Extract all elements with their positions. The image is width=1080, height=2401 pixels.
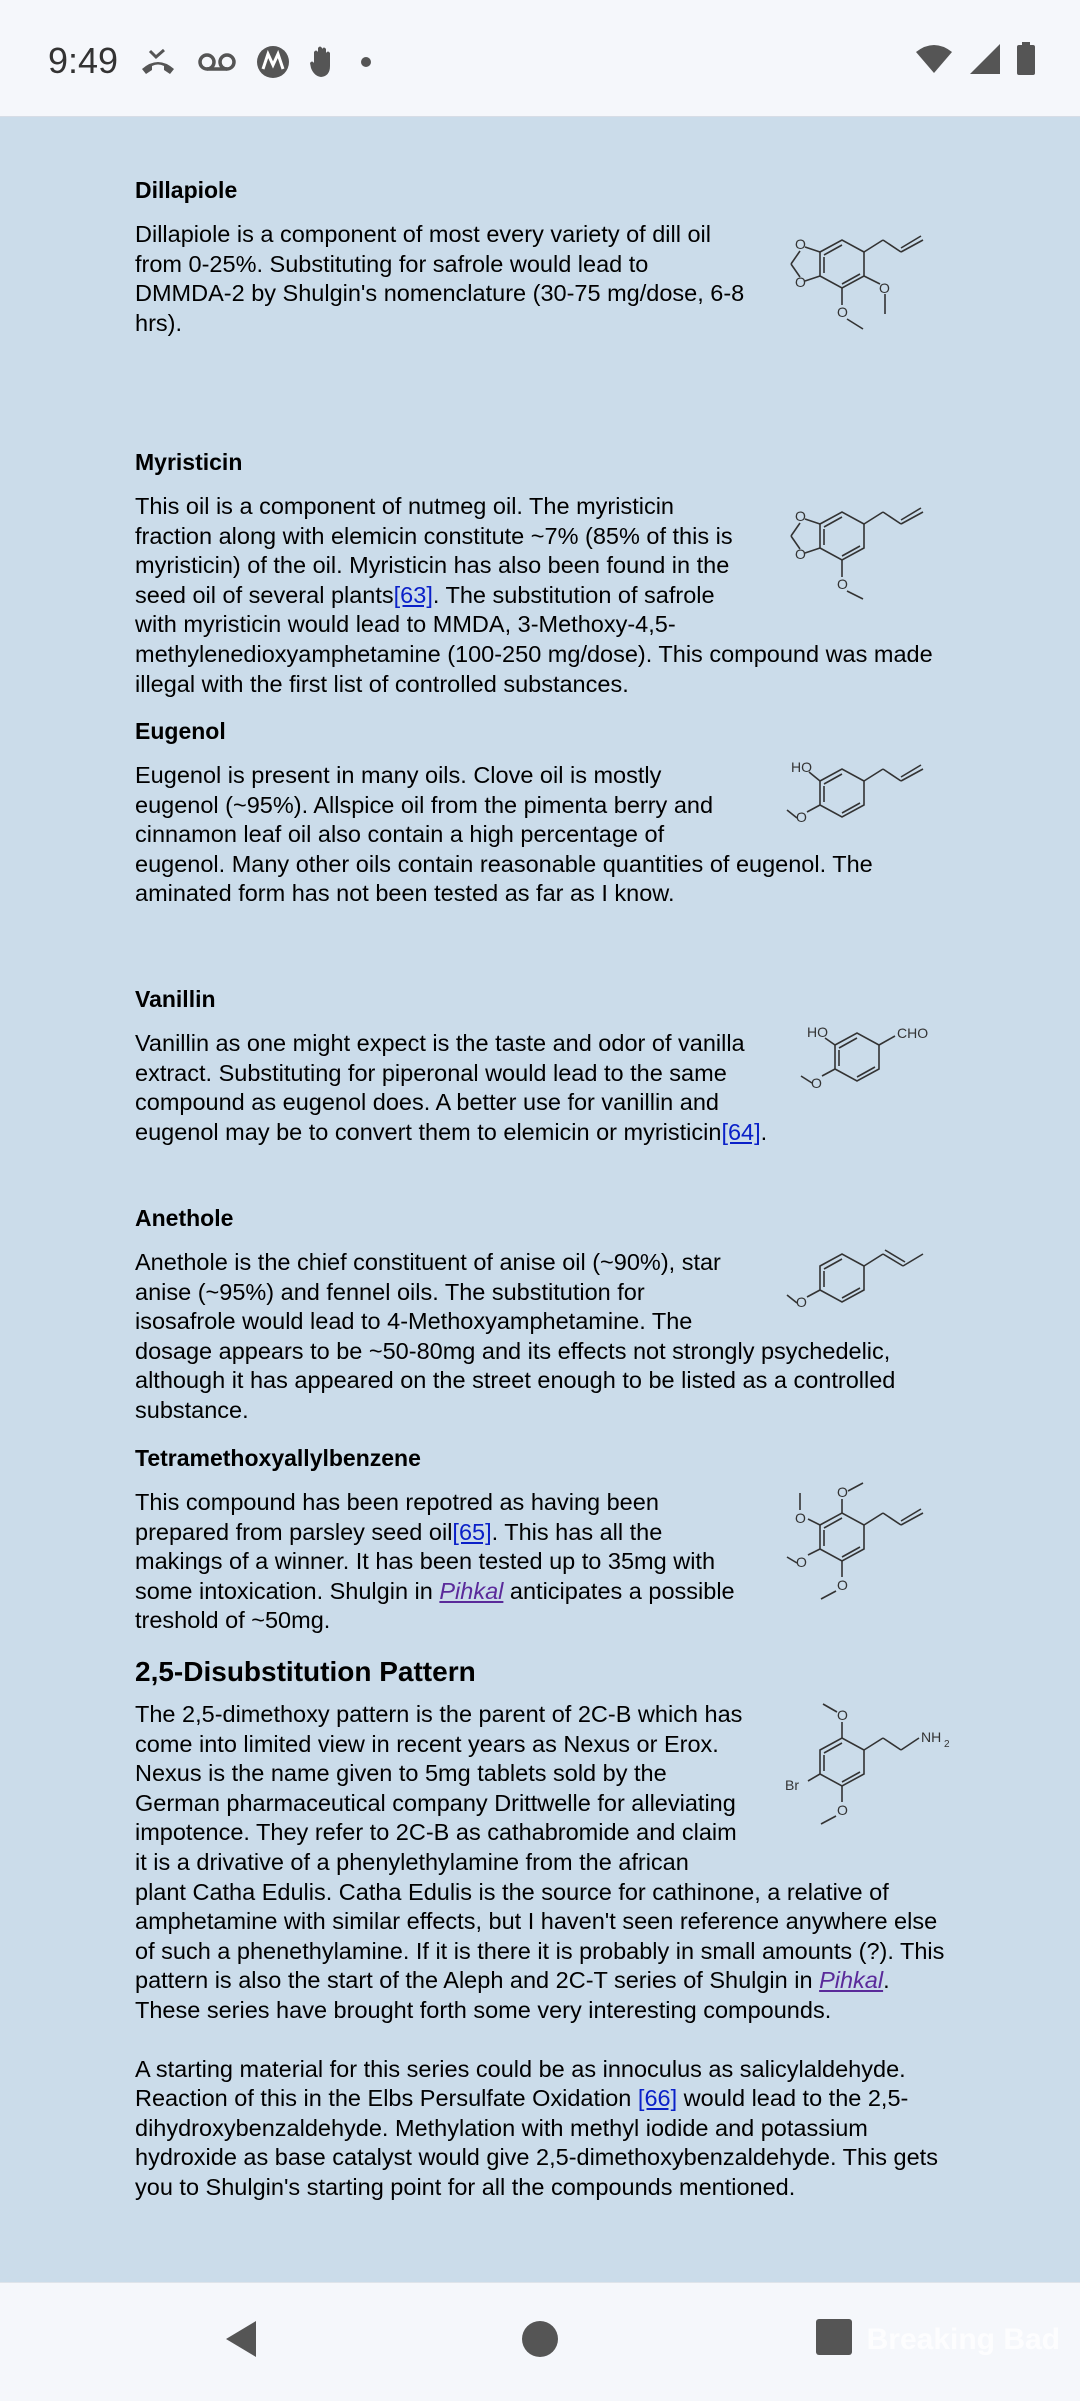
section-vanillin [135, 984, 945, 1147]
recents-button[interactable] [814, 2317, 854, 2362]
svg-text:O: O [795, 236, 806, 252]
watermark: Breaking Bad [866, 2323, 1060, 2356]
back-icon [220, 2317, 264, 2361]
reference-link-64[interactable]: [64] [721, 1118, 761, 1145]
home-button[interactable] [518, 2317, 562, 2366]
svg-text:O: O [795, 1510, 806, 1526]
svg-text:HO: HO [807, 1024, 828, 1040]
svg-text:O: O [837, 576, 848, 592]
reference-link-63[interactable]: [63] [393, 581, 433, 608]
section-anethole [135, 1203, 945, 1426]
section-tetramethoxyallylbenzene [135, 1443, 945, 1636]
svg-text:2: 2 [944, 1739, 950, 1750]
dillapiole-structure [755, 219, 955, 339]
svg-text:O: O [796, 1554, 807, 1570]
svg-text:O: O [796, 1294, 807, 1310]
section-title: Anethole [135, 1205, 234, 1231]
section-body: Dillapiole is a component of most every variety of dill oil from 0-25%. Substituting for safrole would lead to DMMDA-2 by Shulgin's nomenclature (30-75 mg/dose, 6-8 hrs). [135, 221, 745, 336]
section-body: Anethole is the chief constituent of anise oil (~90%), star anise (~95%) and fennel oils. The substitution for isosafrole would lead to 4-Methoxyamphetamine. The dosage appears to be ~50-80mg and its effects not strongly psychedelic, although it has appeared on the street enough to be listed as a controlled substance. [135, 1249, 896, 1423]
pihkal-link[interactable]: Pihkal [439, 1577, 504, 1604]
svg-text:O: O [795, 546, 806, 562]
svg-text:O: O [837, 304, 848, 320]
myristicin-structure [755, 491, 955, 601]
cellular-signal-icon [968, 42, 1002, 76]
status-system-icons [914, 42, 1036, 76]
status-notification-icons [138, 44, 376, 80]
svg-text:O: O [795, 508, 806, 524]
vanillin-structure [755, 1020, 955, 1100]
svg-text:NH: NH [921, 1729, 942, 1745]
section-myristicin [135, 447, 945, 699]
section-disubstitution-pattern [135, 1654, 950, 2203]
svg-text:O: O [837, 1484, 848, 1500]
section-body: The 2,5-dimethoxy pattern is the parent of 2C-B which has come into limited view in recent years as Nexus or Erox. Nexus is the name given to 5mg tablets sold by the German pharmaceutical company Drittwelle for alleviating impotence. They refer to 2C-B as cathabromide and claim it is a drivative of a phenylethylamine from the african plant Catha Edulis. Catha Edulis is the source for cathinone, a relative of amphetamine with similar effects, but I haven't seen reference anywhere else of such a phenethylamine. If it is there it is probably in small amounts (?). This pattern is also the start of the Aleph and 2C-T series of Shulgin in Pihkal. These series have brought forth some very interesting compounds. [135, 1701, 945, 2023]
section-title: Tetramethoxyallylbenzene [135, 1445, 421, 1471]
svg-text:O: O [796, 809, 807, 825]
section-title: Dillapiole [135, 177, 238, 203]
gesture-hand-icon [308, 44, 338, 80]
section-title: Myristicin [135, 449, 243, 475]
section-title: Eugenol [135, 718, 226, 744]
home-icon [518, 2317, 562, 2361]
svg-text:O: O [879, 280, 890, 296]
section-dillapiole [135, 175, 945, 339]
section-body: Eugenol is present in many oils. Clove oil is mostly eugenol (~95%). Allspice oil from the pimenta berry and cinnamon leaf oil also contain a high percentage of eugenol. Many other oils contain reasonable quantities of eugenol. The aminated form has not been tested as far as I know. [135, 762, 873, 907]
battery-icon [1016, 42, 1036, 76]
tetramethoxyallylbenzene-structure [755, 1473, 955, 1623]
svg-text:O: O [837, 1577, 848, 1593]
section-body: A starting material for this series could be as innoculus as salicylaldehyde. Reaction of this in the Elbs Persulfate Oxidation [66] would lead to the 2,5-dihydroxybenzaldehyde. Methylation with methyl iodide and potassium hydroxide as base catalyst would give 2,5-dimethoxybenzaldehyde. This gets you to Shulgin's starting point for all the compounds mentioned. [135, 2055, 938, 2200]
section-heading: 2,5-Disubstitution Pattern [135, 1656, 476, 1687]
svg-text:O: O [795, 274, 806, 290]
svg-text:O: O [837, 1707, 848, 1723]
svg-text:HO: HO [791, 759, 812, 775]
section-body: This compound has been repotred as having been prepared from parsley seed oil[65]. This has all the makings of a winner. It has been tested up to 35mg with some intoxication. Shulgin in Pihkal anticipates a possible treshold of ~50mg. [135, 1489, 735, 1634]
2c-b-structure [755, 1698, 955, 1848]
svg-text:Br: Br [785, 1777, 799, 1793]
notification-dot-icon [356, 52, 376, 72]
back-button[interactable] [220, 2317, 264, 2366]
svg-text:O: O [811, 1075, 822, 1091]
section-body: This oil is a component of nutmeg oil. The myristicin fraction along with elemicin constitute ~7% (85% of this is myristicin) of the oil. Myristicin has also been found in the seed oil of several plants[63]. The substitution of safrole with myristicin would lead to MMDA, 3-Methoxy-4,5-methylenedioxyamphetamine (100-250 mg/dose). This compound was made illegal with the first list of controlled substances. [135, 493, 933, 697]
wifi-icon [914, 43, 954, 75]
section-body: Vanillin as one might expect is the taste and odor of vanilla extract. Substituting for piperonal would lead to the same compound as eugenol does. A better use for vanillin and eugenol may be to convert them to elemicin or myristicin[64]. [135, 1030, 768, 1145]
section-title: Vanillin [135, 986, 216, 1012]
svg-text:CHO: CHO [897, 1025, 929, 1041]
missed-call-icon [138, 47, 178, 77]
pihkal-link[interactable]: Pihkal [819, 1967, 884, 1994]
reference-link-65[interactable]: [65] [452, 1518, 492, 1545]
article-content[interactable] [0, 117, 1080, 2282]
voicemail-icon [196, 50, 238, 74]
svg-text:O: O [837, 1802, 848, 1818]
section-eugenol [135, 716, 945, 909]
anethole-structure [755, 1241, 955, 1321]
navigation-bar [0, 2282, 1080, 2401]
motorola-icon [256, 45, 290, 79]
reference-link-66[interactable]: [66] [637, 2085, 678, 2112]
status-bar [0, 0, 1080, 117]
eugenol-structure [755, 756, 955, 836]
status-time: 9:49 [48, 40, 119, 81]
recents-icon [814, 2317, 854, 2357]
